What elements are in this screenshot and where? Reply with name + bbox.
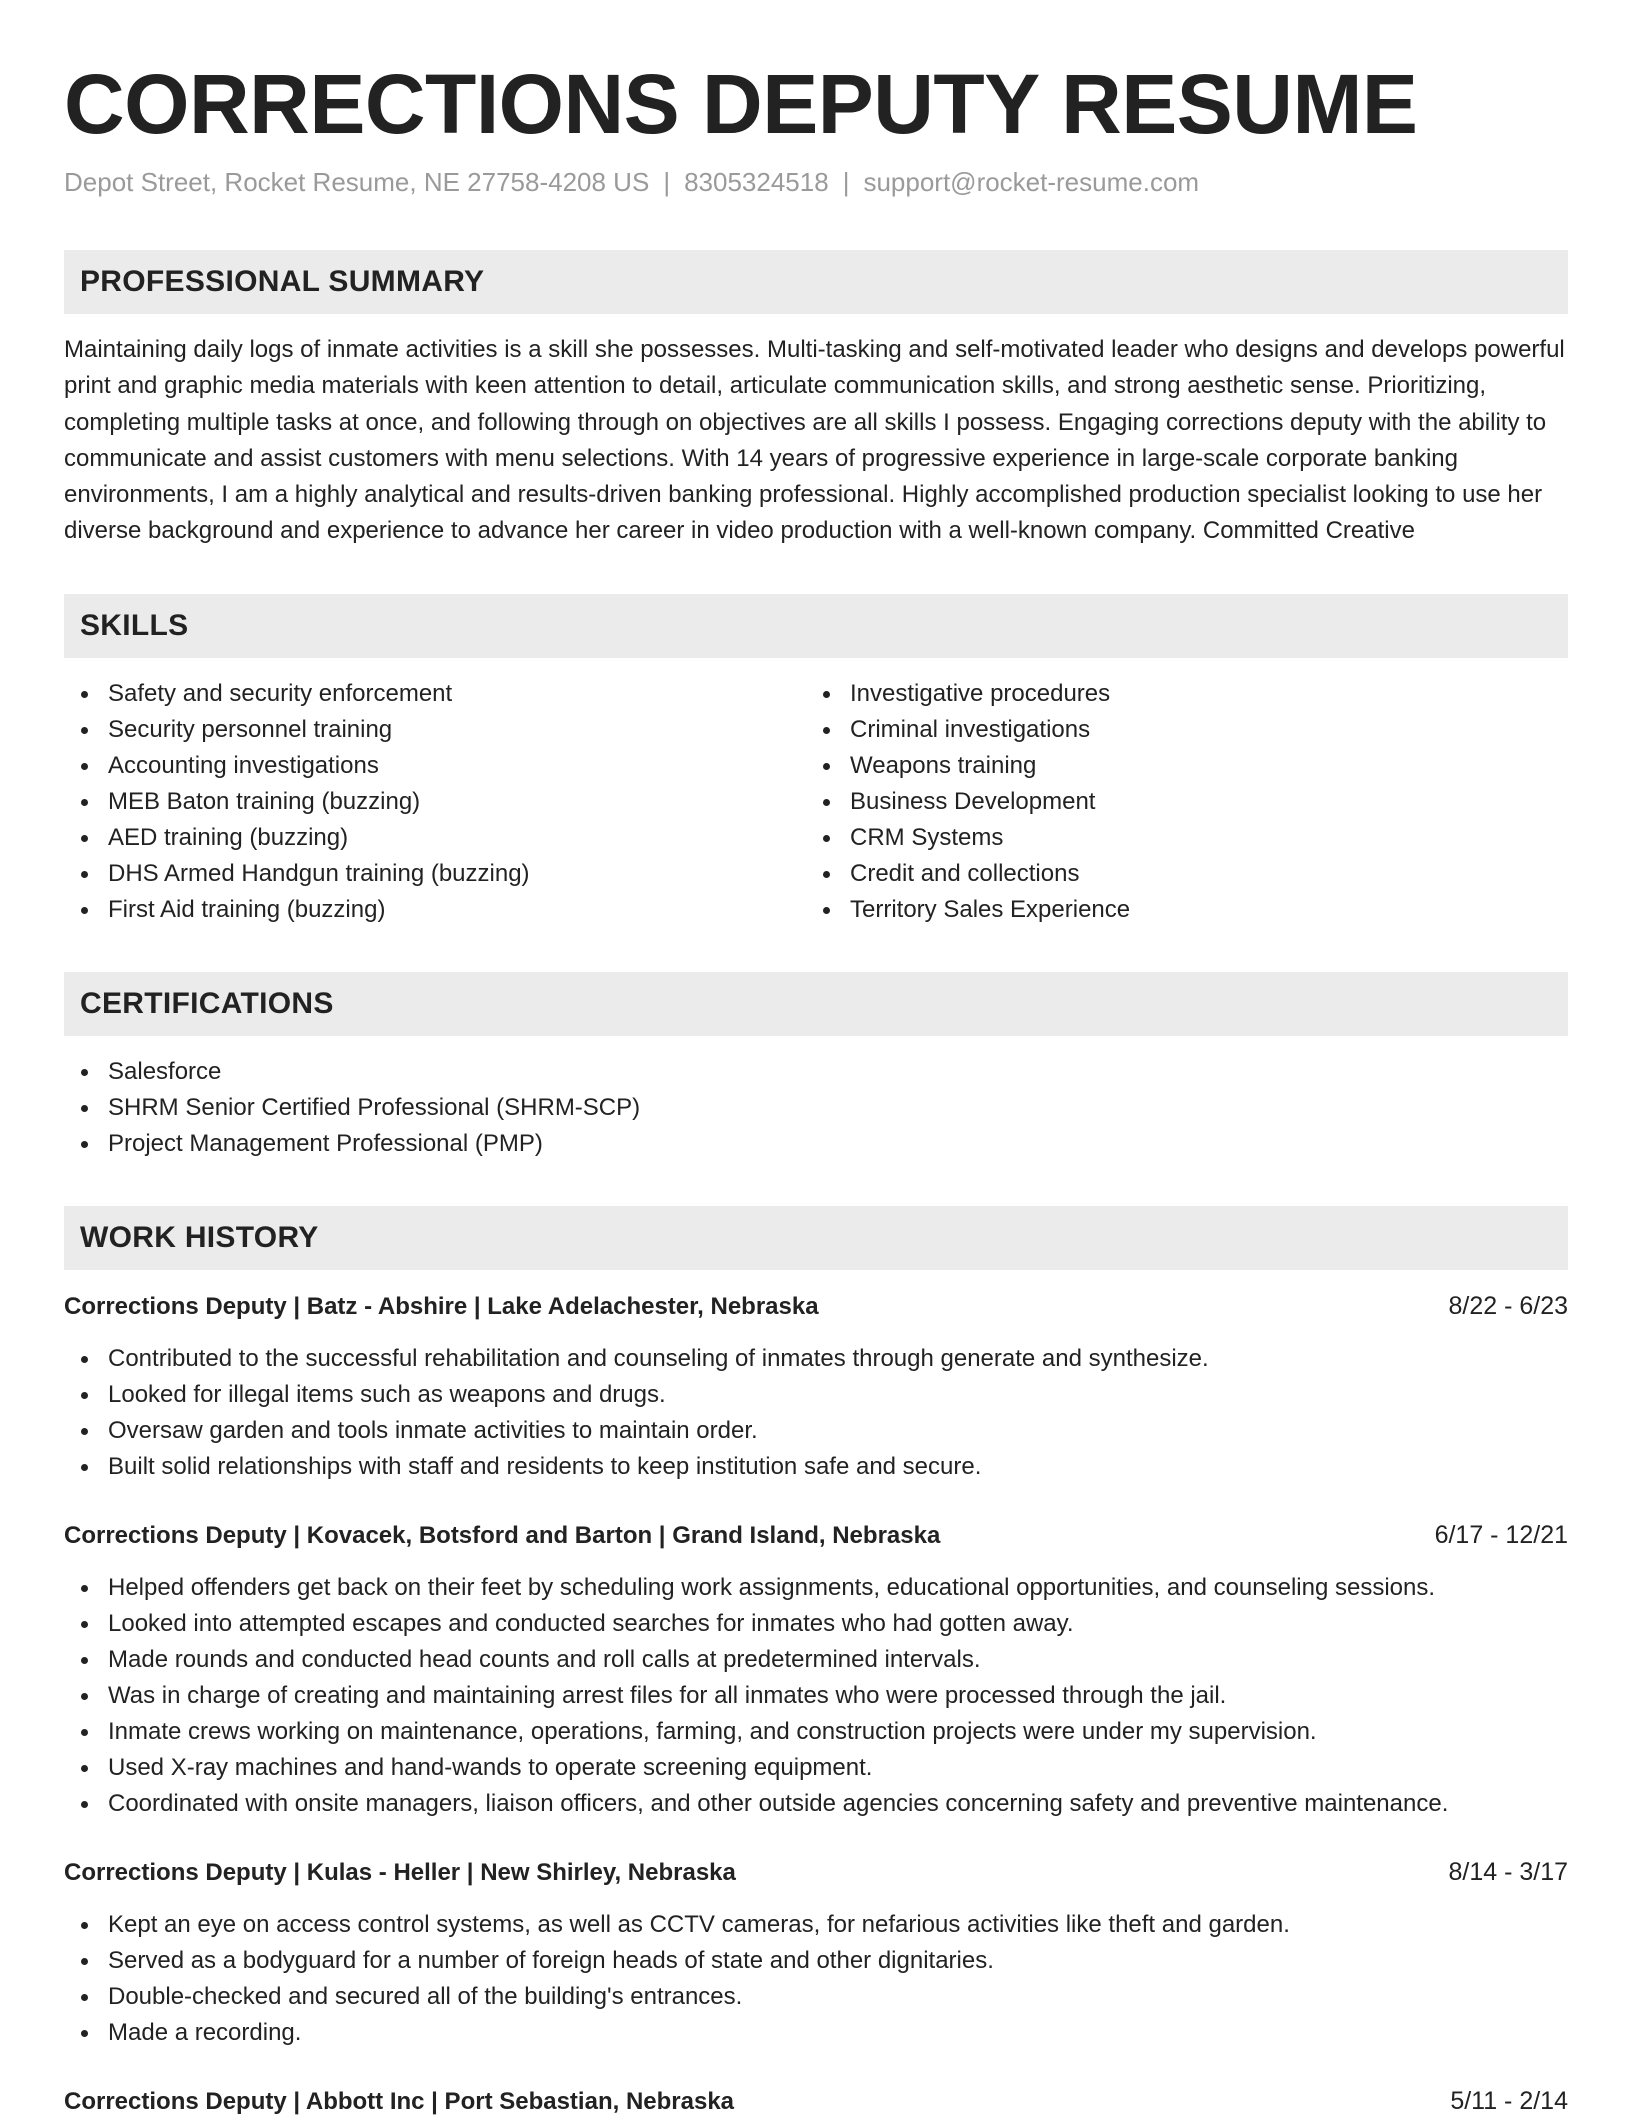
skills-section-header xyxy=(64,594,1568,658)
contact-separator: | xyxy=(663,167,671,197)
job-header xyxy=(64,2083,1568,2120)
summary-heading: PROFESSIONAL SUMMARY xyxy=(80,265,485,298)
job-entry xyxy=(64,2083,1568,2120)
skills-list-left xyxy=(64,676,806,928)
job-bullet: Contributed to the successful rehabilitation and counseling of inmates through generate and synthesize. xyxy=(64,1341,1568,1377)
skill-item: First Aid training (buzzing) xyxy=(64,892,806,928)
contact-line xyxy=(64,164,1568,200)
certifications-section-header xyxy=(64,972,1568,1036)
job-bullet: Helped offenders get back on their feet by scheduling work assignments, educational opportunities, and counseling sessions. xyxy=(64,1570,1568,1606)
certifications-list xyxy=(64,1054,1568,1162)
job-dates: 5/11 - 2/14 xyxy=(1450,2086,1568,2115)
skill-item: MEB Baton training (buzzing) xyxy=(64,784,806,820)
job-bullet: Double-checked and secured all of the building's entrances. xyxy=(64,1979,1568,2015)
skill-item: AED training (buzzing) xyxy=(64,820,806,856)
skill-item: DHS Armed Handgun training (buzzing) xyxy=(64,856,806,892)
certifications-heading: CERTIFICATIONS xyxy=(80,986,334,1020)
job-dates: 8/14 - 3/17 xyxy=(1448,1857,1568,1886)
job-title: Corrections Deputy | Abbott Inc | Port Sebastian, Nebraska xyxy=(64,2087,735,2115)
job-bullet: Looked into attempted escapes and conducted searches for inmates who had gotten away. xyxy=(64,1606,1568,1642)
contact-email[interactable]: support@rocket-resume.com xyxy=(863,167,1200,197)
job-header xyxy=(64,1288,1568,1325)
contact-separator: | xyxy=(842,167,850,197)
job-entry xyxy=(64,1517,1568,1822)
job-bullets xyxy=(64,1341,1568,1485)
summary-section-header xyxy=(64,250,1568,314)
resume-title: CORRECTIONS DEPUTY RESUME xyxy=(64,57,1418,151)
job-bullet: Built solid relationships with staff and residents to keep institution safe and secure. xyxy=(64,1449,1568,1485)
job-bullets xyxy=(64,1907,1568,2051)
work-section-header xyxy=(64,1206,1568,1270)
skill-item: Investigative procedures xyxy=(806,676,1548,712)
work-heading: WORK HISTORY xyxy=(80,1220,319,1254)
job-bullet: Made rounds and conducted head counts and roll calls at predetermined intervals. xyxy=(64,1642,1568,1678)
skills-heading: SKILLS xyxy=(80,608,189,642)
job-bullet: Was in charge of creating and maintaining arrest files for all inmates who were processed through the jail. xyxy=(64,1678,1568,1714)
certification-item: Salesforce xyxy=(64,1054,1568,1090)
summary-text: Maintaining daily logs of inmate activities is a skill she possesses. Multi-tasking and self-motivated leader who designs and develops powerful print and graphic media materials with keen attention to detail, articulate communication skills, and strong aesthetic sense. Prioritizing, completing multiple tasks at once, and following through on objectives are all skills I possess. Engaging corrections deputy with the ability to communicate and assist customers with menu selections. With 14 years of progressive experience in large-scale corporate banking environments, I am a highly analytical and results-driven banking professional. Highly accomplished production specialist looking to use her diverse background and experience to advance her career in video production with a well-known company. Committed Creative xyxy=(64,336,1565,545)
certification-item: SHRM Senior Certified Professional (SHRM-SCP) xyxy=(64,1090,1568,1126)
job-bullet: Used X-ray machines and hand-wands to operate screening equipment. xyxy=(64,1750,1568,1786)
job-title: Corrections Deputy | Batz - Abshire | Lake Adelachester, Nebraska xyxy=(64,1292,819,1320)
job-title: Corrections Deputy | Kovacek, Botsford and Barton | Grand Island, Nebraska xyxy=(64,1521,941,1549)
skill-item: Security personnel training xyxy=(64,712,806,748)
contact-phone: 8305324518 xyxy=(684,167,829,197)
job-title: Corrections Deputy | Kulas - Heller | New Shirley, Nebraska xyxy=(64,1858,736,1886)
job-dates: 6/17 - 12/21 xyxy=(1434,1520,1568,1549)
job-bullets xyxy=(64,1570,1568,1822)
job-entry xyxy=(64,1288,1568,1485)
skill-item: Territory Sales Experience xyxy=(806,892,1548,928)
skill-item: Accounting investigations xyxy=(64,748,806,784)
skills-list-right xyxy=(806,676,1548,928)
work-history-list xyxy=(64,1288,1568,2120)
contact-address: Depot Street, Rocket Resume, NE 27758-4208 US xyxy=(64,167,650,197)
skill-item: Business Development xyxy=(806,784,1548,820)
skill-item: Credit and collections xyxy=(806,856,1548,892)
skill-item: Safety and security enforcement xyxy=(64,676,806,712)
job-bullet: Coordinated with onsite managers, liaison officers, and other outside agencies concerning safety and preventive maintenance. xyxy=(64,1786,1568,1822)
job-bullet: Served as a bodyguard for a number of foreign heads of state and other dignitaries. xyxy=(64,1943,1568,1979)
job-header xyxy=(64,1854,1568,1891)
skill-item: CRM Systems xyxy=(806,820,1548,856)
job-bullet: Inmate crews working on maintenance, operations, farming, and construction projects were under my supervision. xyxy=(64,1714,1568,1750)
skills-grid xyxy=(64,676,1568,928)
job-bullet: Oversaw garden and tools inmate activities to maintain order. xyxy=(64,1413,1568,1449)
job-bullet: Made a recording. xyxy=(64,2015,1568,2051)
skill-item: Weapons training xyxy=(806,748,1548,784)
job-bullet: Kept an eye on access control systems, as well as CCTV cameras, for nefarious activities like theft and garden. xyxy=(64,1907,1568,1943)
job-dates: 8/22 - 6/23 xyxy=(1448,1291,1568,1320)
job-header xyxy=(64,1517,1568,1554)
certification-item: Project Management Professional (PMP) xyxy=(64,1126,1568,1162)
job-entry xyxy=(64,1854,1568,2051)
job-bullet: Looked for illegal items such as weapons and drugs. xyxy=(64,1377,1568,1413)
skill-item: Criminal investigations xyxy=(806,712,1548,748)
